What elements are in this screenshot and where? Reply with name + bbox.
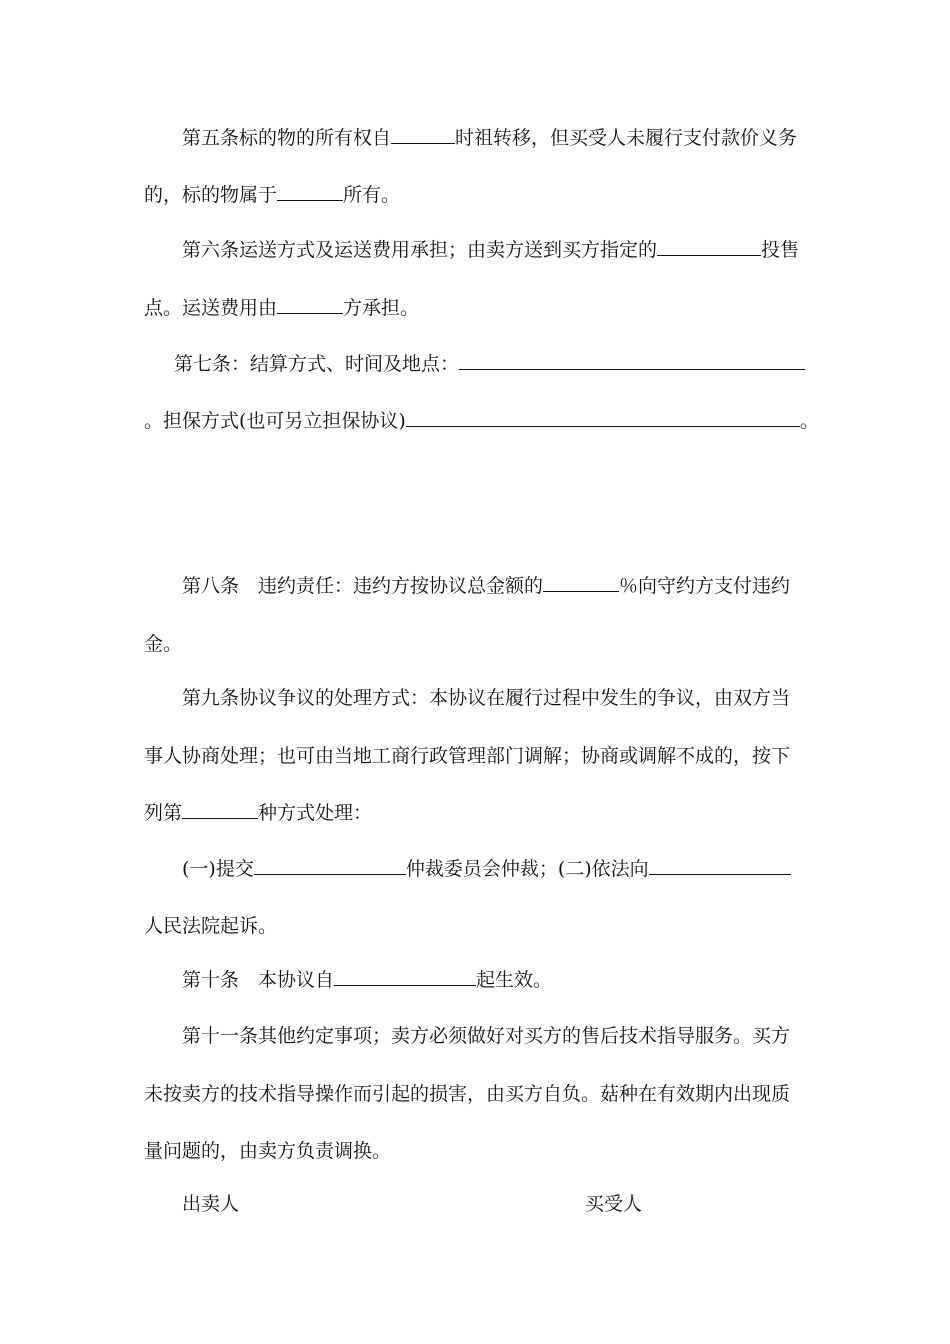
article-7-text-c: 。: [799, 410, 819, 432]
article-11-line-3: 量问题的，由卖方负责调换。: [144, 1140, 392, 1162]
article-11-line-2: 未按卖方的技术指导操作而引起的损害，由买方自负。菇种在有效期内出现质: [144, 1083, 791, 1105]
article-9-option-2-text: 仲裁委员会仲裁；(二)依法向: [405, 858, 649, 880]
article-9-options-line: [182, 857, 791, 881]
article-10-line: [182, 968, 552, 992]
article-6-text-c: 点。运送费用由: [144, 297, 278, 319]
article-5-blank-1[interactable]: [391, 126, 455, 144]
article-5-line-2: [144, 183, 400, 207]
article-9-text-a: 列第: [144, 802, 183, 824]
article-7-line-2: [144, 409, 819, 433]
article-6-text-b: 投售: [761, 239, 800, 261]
article-7-text-a: 第七条：结算方式、时间及地点：: [174, 353, 460, 375]
article-5-blank-2[interactable]: [277, 183, 343, 201]
article-8-line-2: [144, 632, 182, 656]
article-7-blank-1[interactable]: [459, 352, 805, 370]
article-9-line-2: 事人协商处理；也可由当地工商行政管理部门调解；协商或调解不成的，按下: [144, 745, 791, 767]
article-5-line-1: [182, 126, 797, 150]
article-7-blank-2[interactable]: [406, 409, 800, 427]
article-5-text-a: 第五条标的物的所有权自: [182, 127, 392, 149]
article-9-text-b: 种方式处理：: [258, 802, 373, 824]
article-8-line-1: [182, 574, 790, 598]
article-10-text-a: 第十条 本协议自: [182, 969, 335, 991]
buyer-signature-label: 买受人: [585, 1193, 643, 1215]
article-10-text-b: 起生效。: [476, 969, 553, 991]
article-6-text-d: 方承担。: [343, 297, 420, 319]
article-6-line-1: [182, 238, 799, 262]
article-11-line-1: 第十一条其他约定事项；卖方必须做好对买方的售后技术指导服务。买方: [182, 1025, 791, 1047]
article-7-line-1: [174, 352, 805, 376]
article-6-line-2: [144, 296, 419, 320]
article-9-line-5: 人民法院起诉。: [144, 915, 278, 937]
article-6-blank-2[interactable]: [277, 296, 343, 314]
article-9-line-3: [144, 801, 372, 825]
article-9-option-1-text: (一)提交: [182, 858, 254, 880]
article-5-text-c: 的，标的物属于: [144, 184, 278, 206]
effective-date-blank[interactable]: [334, 968, 476, 986]
article-8-text-b: ％向守约方支付违约: [619, 575, 791, 597]
arbitration-committee-blank[interactable]: [254, 857, 406, 875]
article-6-blank-1[interactable]: [657, 238, 761, 256]
article-7-text-b: 。担保方式(也可另立担保协议): [144, 410, 406, 432]
court-blank[interactable]: [649, 857, 791, 875]
article-5-text-b: 时祖转移，但买受人未履行支付款价义务: [455, 127, 798, 149]
article-9-line-1: 第九条协议争议的处理方式：本协议在履行过程中发生的争议，由双方当: [182, 687, 791, 709]
article-8-text-a: 第八条 违约责任：违约方按协议总金额的: [182, 575, 544, 597]
article-8-percent-blank[interactable]: [543, 574, 619, 592]
article-6-text-a: 第六条运送方式及运送费用承担；由卖方送到买方指定的: [182, 239, 658, 261]
article-5-text-d: 所有。: [343, 184, 401, 206]
article-9-method-blank[interactable]: [182, 801, 258, 819]
seller-signature-label: 出卖人: [182, 1193, 240, 1215]
article-8-text-c: 金。: [144, 633, 183, 655]
